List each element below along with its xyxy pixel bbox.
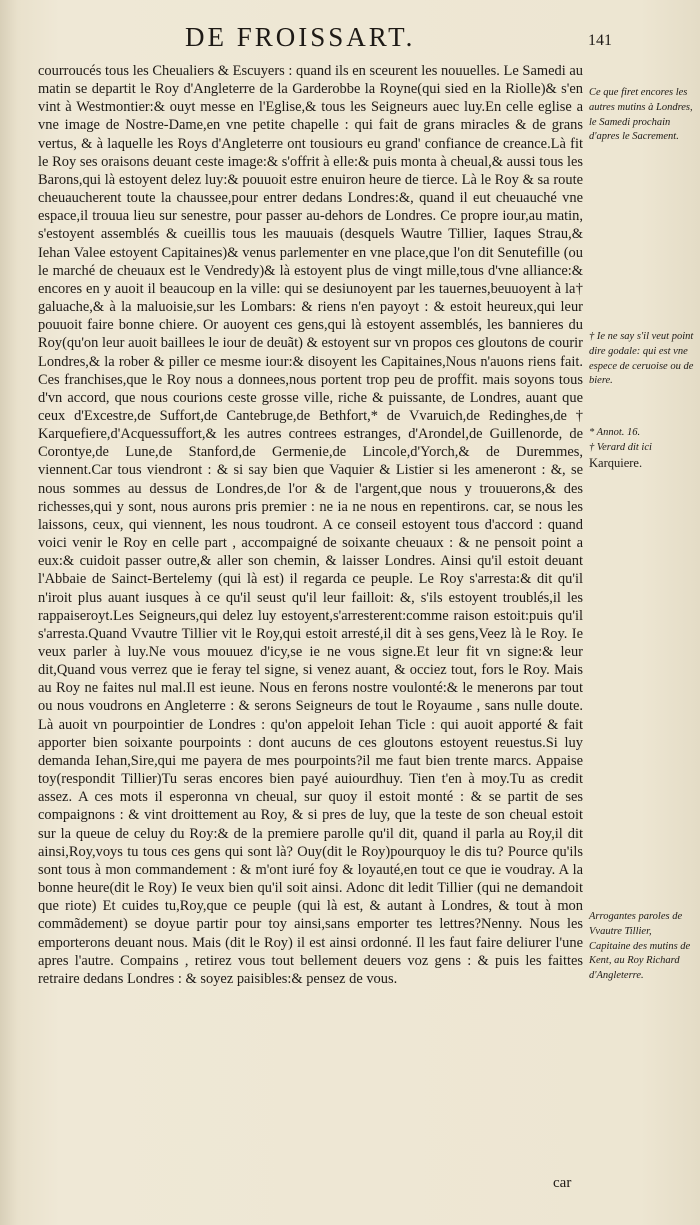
margin-note-godale: † Ie ne say s'il veut point dire godale: qui est vne espece de ceruoise ou de biere.: [589, 331, 694, 387]
running-title: DE FROISSART.: [185, 22, 416, 52]
main-text-column: [38, 62, 583, 988]
margin-note-mutins: Ce que firet encores les autres mutins à Londres, le Samedi prochain d'apres le Sacrement.: [589, 87, 693, 143]
page-header: [0, 22, 700, 58]
catchword: car: [553, 1175, 572, 1191]
margin-note-verard: † Verard dit ici: [589, 442, 652, 453]
page-number: 141: [588, 32, 612, 49]
margin-note-arrogantes: Arrogantes paroles de Vvautre Tillier, Capitaine des mutins de Kent, au Roy Richard d'Angleterre.: [589, 911, 691, 982]
body-paragraph: courroucés tous les Cheualiers & Escuyers : quand ils en sceurent les nouuelles. Le Samedi au matin se departit le Roy d'Angleterre de la Garderobbe la Royne(qui sied en la Riolle)& s'en vint à Westmontier:& ouyt messe en l'Eglise,& tous les Seigneurs auec luy.En celle eglise a vne image de Nostre-Dame,en vne petite chapelle : qui fait de grans miracles & de grans vertus, & à laquelle les Roys d'Angleterre ont tousiours eu grand' confiance de creance.Là fit le Roy ses oraisons deuant ceste image:& s'offrit à elle:& puis monta à cheual,& aussi tous les Barons,qui là estoyent delez luy:& pouuoit estre enuiron heure de tierce. Là le Roy & sa route cheuaucherent toute la chaussee,pour entrer dedans Londres:&, quand il eut cheuauché vne espace,il trouua lieu sur senestre, pour passer au-dehors de Londres. Ce propre iour,au matin, s'estoyent assemblés & cueillis tous les mauuais (desquels Wautre Tillier, Iaques Strau,& Iehan Valee estoyent Capitaines)& venus parlementer en vne place,que l'on dit Senutefille (ou le marché de cheuaux est le Vendredy)& là estoyent plus de vingt mille,tous d'vne alliance:& encores en y auoit il beaucoup en la ville: qui se desiunoyent par les tauernes,beuuoyent à la† galuache,& à la maluoisie,sur les Lombars: & riens n'en payoyt : & estoit heureux,qui leur pouuoit faire bonne chiere. Or auoyent ces gens,qui là estoyent assemblés, les bannieres du Roy(qu'on leur auoit baillees le iour de deuãt) & estoyent sur vn propos ces gloutons de courir Londres,& la rober & piller ce mesme iour:& disoyent les Capitaines,Nous n'auons riens fait. Ces franchises,que le Roy nous a donnees,nous portent trop peu de proffit. mais soyons tous d'vn accord, que nous courions ceste grosse ville, riche & puissante, de Londres, auant que ceux d'Excestre,de Suffort,de Cantebruge,de Bethfort,* de Vvaruich,de Redinghes,de † Karquefiere,d'Acquessuffort,& les autres contrees estranges, d'Arondel,de Guillenorde, de Corontye,de Lune,de Stanford,de Germenie,de Lincole,d'Yorch,& de Duremmes, viennent.Car tous viendront : & si say bien que Vaquier & Listier si les amenеront : &, se nous sommes au dessus de Londres,de l'or & de l'argent,que nous y trouuerons,& des richesses,qui y sont, nous aurons pris premier : ne ia ne nous en repentirons. car, se nous les laissons, ceux, qui viennent, les nous toudront. A ce conseil estoyent tous d'accord : quand voici venir le Roy en celle part , accompaigné de soixante cheuaux : & ne pensoit point a eux:& cuidoit passer outre,& aller son chemin, & laisser Londres. Ainsi qu'il estoit deuant l'Abbaie de Sainct-Bertelemy (qui là est) il regarda ce peuple. Le Roy s'arresta:& dit qu'il n'iroit plus auant iusques à ce qu'il seust qu'il leur failloit: &, s'ils estoyent troublés,il les rappaiseroyt.Les Seigneurs,qui delez luy estoyent,s'arresterent:comme raison estoit:puis qu'il s'arresta.Quand Vvautre Tillier vit le Roy,qui estoit arresté,il dit à ses gens,Veez là le Roy. Ie veux parler à luy.Ne vous mouuez d'icy,se ie ne vous signe.Et leur fit vn signe:& leur dit,Quand vous verrez que ie feray tel signe, si venez auant, & occiez tout, fors le Roy. Mais au Roy ne faites nul mal.Il est ieune. Nous en ferons nostre voulonté:& le menerons par tout ou nous voudrons en Angleterre : & serons Seigneurs de tout le Royaume , sans nulle doute. Là auoit vn pourpointier de Londres : qu'on appeloit Iehan Ticle : qui auoit apporté & fait apporter bien soixante pourpoints : dont aucuns de ces gloutons estoyent reuestus.Si luy demanda Iehan,Sire,qui me payera de mes pourpoints?il me faut bien trente marcs. Appaise toy(respondit Tillier)Tu seras encores bien payé auiourdhuy. Tien t'en à moy.Tu as credit assez. A ces mots il esperonna vn cheual, sur quoy il estoit monté : & se partit de ses compaignons : & vint droittement au Roy, & si pres de luy, que la teste de son cheual estoit sur la queue de celuy du Roy:& de la premiere parolle qu'il dit, quand il parla au Roy,il dit ainsi,Roy,voys tu tous ces gens qui sont là? Ouy(dit le Roy)pourquoy le dis tu? Pource qu'ils sont tous à mon commandement : & m'ont iuré foy & loyauté,en tout ce que ie voudray. A la bonne heure(dit le Roy) Ie veux bien qu'il soit ainsi. Adonc dit ledit Tillier (qui ne demandoit que riote) Et cuides tu,Roy,que ce peuple (qui là est, & autant à Londres, & tout à mon commãdement) se doyue partir pour toy ainsi,sans emporter tes lettres?Nenny. Nous les emporterons deuant nous. Mais (dit le Roy) il est ainsi ordonné. Il les faut faire deliurer l'une apres l'autre. Compains , retirez vous tout bellement deuers voz gens : & puis les faittes retraire dedans Londres : & soyez paisibles:& pensez de vous.: [38, 63, 583, 987]
margin-note-annotation: * Annot. 16.: [589, 427, 641, 438]
margin-note-karquiere: Karquiere.: [589, 456, 643, 470]
